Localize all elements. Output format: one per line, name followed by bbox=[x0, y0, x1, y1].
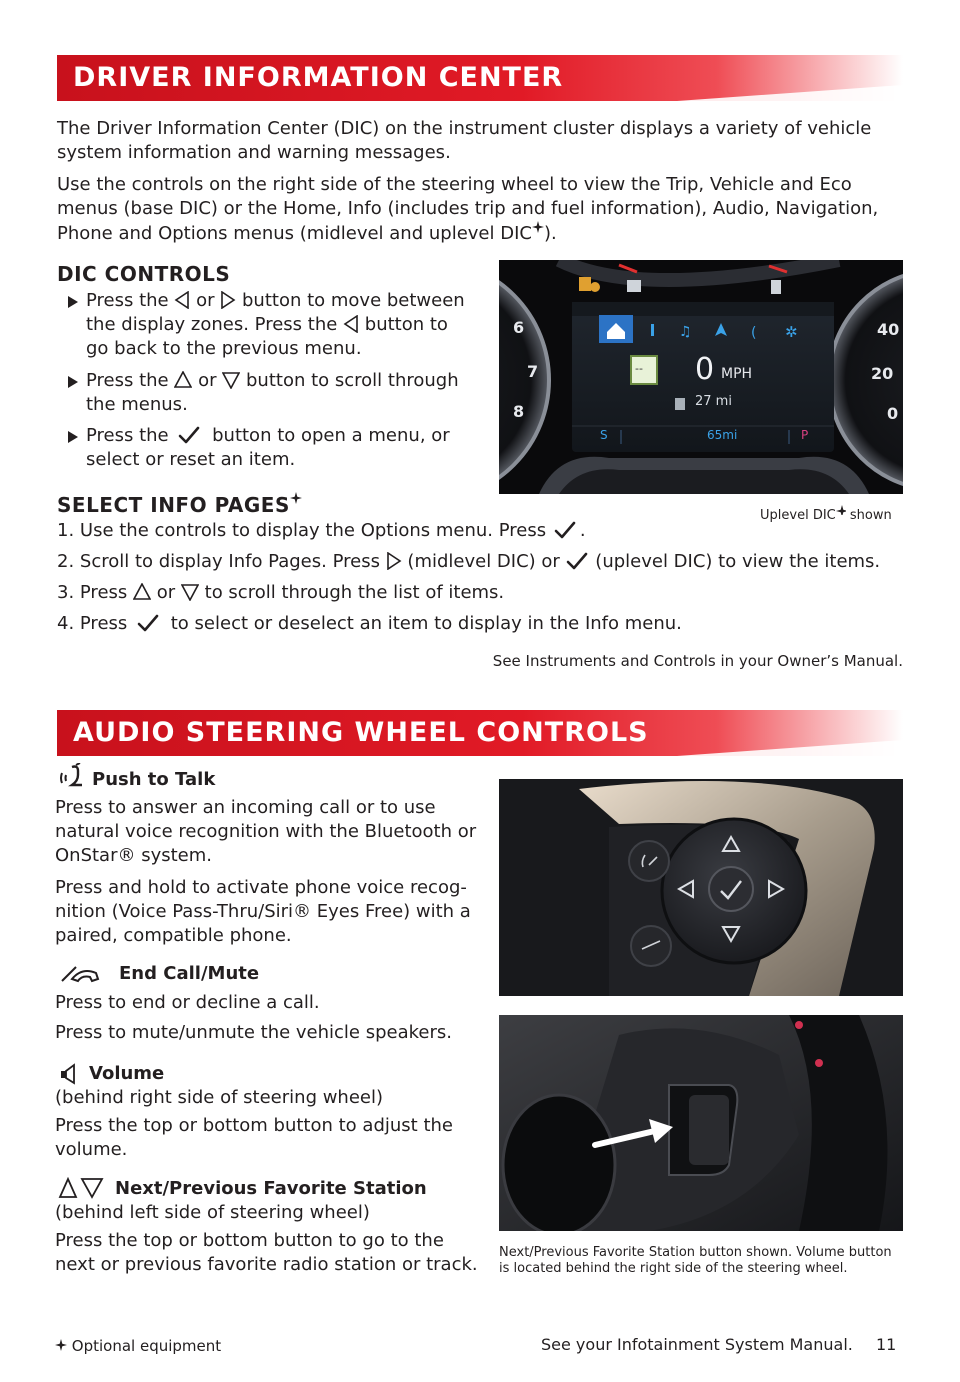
gauge-left-label-7: 7 bbox=[527, 362, 539, 381]
gauge-left-label-6: 6 bbox=[513, 318, 525, 337]
b1-text-b: button to move between bbox=[242, 290, 465, 311]
volume-icon bbox=[60, 1063, 80, 1085]
cluster-range: 27 mi bbox=[695, 394, 732, 409]
step-2-text-b: (midlevel DIC) or bbox=[407, 551, 560, 572]
b3-text-b: button to open a menu, or bbox=[212, 425, 450, 446]
see-owners-manual: See Instruments and Controls in your Owner’s Manual. bbox=[492, 652, 903, 670]
cluster-right-letter: P bbox=[801, 428, 809, 442]
volume-paragraph: Press the top or bottom button to adjust the volume. bbox=[55, 1115, 453, 1160]
gauge-right-label-20: 20 bbox=[871, 364, 894, 383]
diamond-star-icon bbox=[836, 505, 846, 515]
cluster-speed: 0 bbox=[695, 352, 715, 387]
photo-caption: Next/Previous Favorite Station button shown. Volume button is located behind the right side of the steering wheel. bbox=[499, 1245, 892, 1276]
b1-text-c: the display zones. Press the bbox=[86, 314, 338, 335]
section-banner-audio bbox=[57, 710, 903, 756]
section-title: DRIVER INFORMATION CENTER bbox=[73, 62, 564, 93]
select-info-heading-text: SELECT INFO PAGES bbox=[57, 493, 290, 517]
gauge-left-label-8: 8 bbox=[513, 402, 525, 421]
b1-or: or bbox=[196, 290, 215, 311]
dic-bullet-2 bbox=[86, 369, 496, 417]
dic-controls-heading: DIC CONTROLS bbox=[57, 262, 231, 286]
triangle-down-icon bbox=[181, 583, 199, 601]
diamond-star-icon bbox=[532, 221, 544, 233]
step-1-text: 1. Use the controls to display the Options menu. Press bbox=[57, 520, 547, 541]
checkmark-icon bbox=[137, 614, 161, 632]
volume-subtitle: (behind right side of steering wheel) bbox=[55, 1087, 384, 1108]
volume-title: Volume bbox=[89, 1063, 165, 1084]
steering-controls-illustration bbox=[499, 779, 903, 996]
footer-infotainment-manual: See your Infotainment System Manual. bbox=[541, 1335, 853, 1354]
page-number: 11 bbox=[876, 1335, 897, 1354]
select-step-3 bbox=[57, 581, 903, 605]
triangle-left-icon bbox=[343, 315, 359, 333]
cluster-tile-text: -- bbox=[635, 362, 643, 375]
cluster-left-letter: S bbox=[600, 428, 608, 442]
section-title: AUDIO STEERING WHEEL CONTROLS bbox=[73, 717, 649, 748]
step-4-text: 4. Press bbox=[57, 613, 128, 634]
end-call-paragraph-2: Press to mute/unmute the vehicle speakers. bbox=[55, 1022, 452, 1043]
step-4-text-b: to select or deselect an item to display in the Info menu. bbox=[170, 613, 682, 634]
steering-wheel-rear-photo bbox=[499, 1015, 903, 1231]
bullet-arrow-icon bbox=[68, 376, 78, 388]
step-1-end: . bbox=[579, 520, 586, 541]
ptt-paragraph-2: Press and hold to activate phone voice recog-nition (Voice Pass-Thru/Siri® Eyes Free) with a paired, compatible phone. bbox=[55, 877, 471, 946]
b1-text: Press the bbox=[86, 290, 169, 311]
dic-bullet-1 bbox=[86, 289, 496, 361]
next-previous-icon bbox=[58, 1177, 106, 1199]
b3-text: Press the bbox=[86, 425, 169, 446]
step-2-text-c: (uplevel DIC) to view the items. bbox=[595, 551, 881, 572]
intro-text-1: The Driver Information Center (DIC) on the instrument cluster displays a variety of vehicle system information and warning messages. bbox=[57, 118, 872, 163]
caption-text: Uplevel DIC bbox=[760, 508, 836, 523]
b2-text-c: the menus. bbox=[86, 394, 188, 415]
dic-bullet-3 bbox=[86, 424, 496, 472]
caption-text-b: shown bbox=[845, 508, 892, 523]
select-info-heading bbox=[57, 492, 302, 517]
section-banner-dic bbox=[57, 55, 903, 101]
b1-text-d: button to bbox=[364, 314, 448, 335]
cluster-speed-unit: MPH bbox=[721, 366, 753, 382]
push-to-talk-icon bbox=[60, 763, 86, 789]
checkmark-icon bbox=[178, 426, 202, 444]
steering-rear-illustration bbox=[499, 1015, 903, 1231]
triangle-up-icon bbox=[174, 371, 192, 389]
triangle-right-icon bbox=[220, 291, 236, 309]
ptt-title: Push to Talk bbox=[92, 769, 216, 790]
bullet-arrow-icon bbox=[68, 296, 78, 308]
triangle-right-icon bbox=[386, 552, 402, 570]
step-3-or: or bbox=[156, 582, 176, 603]
checkmark-icon bbox=[554, 521, 578, 539]
b1-text-e: go back to the previous menu. bbox=[86, 338, 362, 359]
intro-text-2: Use the controls on the right side of the steering wheel to view the Trip, Vehicle and Eco menus (base DIC) or the Home, Info (includes trip and fuel information), Audio, Navigation, Phone and Options menus (midlevel and uplevel DIC bbox=[57, 174, 879, 244]
steering-wheel-controls-photo bbox=[499, 779, 903, 996]
b3-text-c: select or reset an item. bbox=[86, 449, 296, 470]
end-call-icon bbox=[58, 963, 104, 985]
ptt-paragraph-1: Press to answer an incoming call or to use natural voice recognition with the Bluetooth or OnStar® system. bbox=[55, 797, 477, 866]
select-step-4 bbox=[57, 612, 903, 636]
checkmark-icon bbox=[566, 552, 590, 570]
gauge-right-label-40: 40 bbox=[877, 320, 900, 339]
step-2-text: 2. Scroll to display Info Pages. Press bbox=[57, 551, 380, 572]
diamond-star-icon bbox=[290, 492, 302, 504]
b2-text-b: button to scroll through bbox=[246, 370, 459, 391]
bullet-arrow-icon bbox=[68, 431, 78, 443]
diamond-star-icon bbox=[55, 1339, 67, 1351]
intro-paragraph-1 bbox=[57, 117, 903, 165]
intro-text-2-end: ). bbox=[543, 223, 557, 244]
footer-optional bbox=[55, 1337, 221, 1355]
select-step-2 bbox=[57, 550, 903, 574]
triangle-up-icon bbox=[133, 583, 151, 601]
svg-text:(: ( bbox=[751, 325, 757, 341]
end-call-paragraph-1: Press to end or decline a call. bbox=[55, 992, 320, 1013]
favorite-paragraph: Press the top or bottom button to go to the next or previous favorite radio station or track. bbox=[55, 1230, 478, 1275]
favorite-subtitle: (behind left side of steering wheel) bbox=[55, 1202, 370, 1223]
svg-text:✲: ✲ bbox=[785, 323, 798, 341]
b2-or: or bbox=[198, 370, 217, 391]
svg-text:♫: ♫ bbox=[679, 324, 692, 340]
end-call-title: End Call/Mute bbox=[119, 963, 260, 984]
triangle-left-icon bbox=[174, 291, 190, 309]
triangle-down-icon bbox=[222, 371, 240, 389]
footer-optional-text: Optional equipment bbox=[71, 1337, 222, 1355]
favorite-title: Next/Previous Favorite Station bbox=[115, 1178, 427, 1199]
step-3-text-c: to scroll through the list of items. bbox=[204, 582, 505, 603]
select-step-1 bbox=[57, 519, 903, 543]
cluster-odo: 65mi bbox=[707, 428, 738, 442]
gauge-right-label-0: 0 bbox=[887, 404, 899, 423]
intro-paragraph-2 bbox=[57, 173, 903, 246]
instrument-cluster-photo bbox=[499, 260, 903, 494]
step-3-text: 3. Press bbox=[57, 582, 128, 603]
b2-text: Press the bbox=[86, 370, 169, 391]
